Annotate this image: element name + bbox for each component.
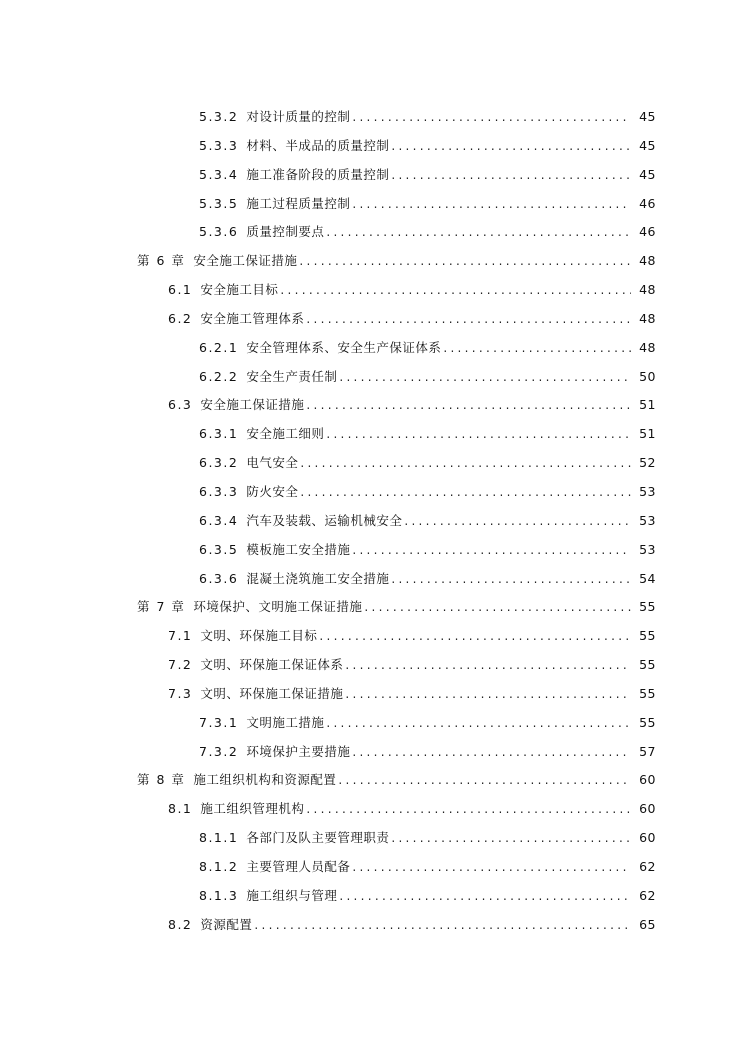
toc-entry[interactable] <box>0 911 744 940</box>
toc-dot-leader <box>300 478 631 507</box>
toc-entry[interactable] <box>0 420 744 449</box>
toc-dot-leader <box>339 882 631 911</box>
toc-entry-title: 施工准备阶段的质量控制 <box>246 166 390 182</box>
toc-entry-title: 施工组织管理机构 <box>200 801 305 817</box>
toc-page-number: 51 <box>639 397 656 413</box>
toc-entry-number: 6.3.3 <box>199 483 239 499</box>
toc-dot-leader <box>306 391 631 420</box>
toc-dot-leader <box>404 507 631 536</box>
toc-dot-leader <box>345 680 631 709</box>
toc-entry[interactable] <box>0 853 744 882</box>
toc-page-number: 46 <box>639 195 656 211</box>
toc-entry[interactable] <box>0 795 744 824</box>
toc-dot-leader <box>300 449 631 478</box>
toc-dot-leader <box>339 363 631 392</box>
toc-entry-number: 5.3.4 <box>199 166 239 182</box>
toc-entry[interactable] <box>0 680 744 709</box>
toc-entry[interactable] <box>0 622 744 651</box>
toc-entry-number: 6.3.4 <box>199 512 239 528</box>
toc-entry[interactable] <box>0 161 744 190</box>
toc-entry-title: 质量控制要点 <box>246 224 325 240</box>
toc-dot-leader <box>299 247 631 276</box>
toc-page-number: 62 <box>639 887 656 903</box>
toc-dot-leader <box>391 132 631 161</box>
toc-entry-number: 7.2 <box>168 657 193 673</box>
toc-page-number: 60 <box>639 801 656 817</box>
toc-dot-leader <box>254 911 631 940</box>
toc-page-number: 55 <box>639 628 656 644</box>
toc-entry-number: 6.3.1 <box>199 426 239 442</box>
toc-entry-number: 7.3.1 <box>199 714 239 730</box>
toc-dot-leader <box>319 622 631 651</box>
toc-entry-number: 8.1.3 <box>199 887 239 903</box>
toc-dot-leader <box>352 536 631 565</box>
toc-dot-leader <box>364 593 631 622</box>
toc-page-number: 48 <box>639 310 656 326</box>
toc-entry-number: 8.1 <box>168 801 193 817</box>
toc-page-number: 45 <box>639 137 656 153</box>
toc-entry[interactable] <box>0 709 744 738</box>
toc-entry-title: 施工过程质量控制 <box>246 195 351 211</box>
toc-entry-title: 安全施工保证措施 <box>193 253 298 269</box>
toc-entry-number: 第 8 章 <box>137 772 186 788</box>
toc-dot-leader <box>391 824 631 853</box>
toc-entry[interactable] <box>0 132 744 161</box>
toc-entry-number: 5.3.6 <box>199 224 239 240</box>
toc-entry[interactable] <box>0 391 744 420</box>
toc-entry-title: 资源配置 <box>200 916 253 932</box>
toc-entry[interactable] <box>0 766 744 795</box>
toc-page-number: 57 <box>639 743 656 759</box>
toc-page-number: 60 <box>639 830 656 846</box>
toc-page-number: 55 <box>639 685 656 701</box>
toc-entry[interactable] <box>0 449 744 478</box>
toc-page-number: 50 <box>639 368 656 384</box>
toc-page-number: 65 <box>639 916 656 932</box>
toc-page-number: 52 <box>639 455 656 471</box>
toc-entry-title: 混凝土浇筑施工安全措施 <box>246 570 390 586</box>
toc-entry-title: 安全施工保证措施 <box>200 397 305 413</box>
toc-entry-title: 施工组织与管理 <box>246 887 338 903</box>
toc-entry-number: 8.1.2 <box>199 858 239 874</box>
toc-dot-leader <box>280 276 631 305</box>
toc-dot-leader <box>391 565 631 594</box>
toc-page-number: 48 <box>639 339 656 355</box>
toc-page-number: 48 <box>639 253 656 269</box>
toc-entry[interactable] <box>0 305 744 334</box>
toc-entry[interactable] <box>0 593 744 622</box>
toc-entry-number: 第 7 章 <box>137 599 186 615</box>
toc-entry-title: 施工组织机构和资源配置 <box>193 772 337 788</box>
toc-page-number: 53 <box>639 483 656 499</box>
toc-page-number: 62 <box>639 858 656 874</box>
table-of-contents <box>0 103 744 939</box>
toc-entry-number: 6.2.2 <box>199 368 239 384</box>
toc-entry[interactable] <box>0 218 744 247</box>
toc-entry-number: 6.2.1 <box>199 339 239 355</box>
toc-entry-title: 安全施工管理体系 <box>200 310 305 326</box>
toc-entry-title: 安全施工目标 <box>200 282 279 298</box>
toc-entry-title: 电气安全 <box>246 455 299 471</box>
toc-page-number: 55 <box>639 599 656 615</box>
toc-dot-leader <box>345 651 631 680</box>
toc-page-number: 60 <box>639 772 656 788</box>
toc-dot-leader <box>326 709 631 738</box>
toc-entry-number: 7.3.2 <box>199 743 239 759</box>
toc-dot-leader <box>443 334 631 363</box>
toc-entry-title: 文明、环保施工目标 <box>200 628 318 644</box>
toc-entry[interactable] <box>0 536 744 565</box>
toc-dot-leader <box>391 161 631 190</box>
toc-entry-title: 文明施工措施 <box>246 714 325 730</box>
toc-entry-number: 8.2 <box>168 916 193 932</box>
toc-dot-leader <box>352 103 631 132</box>
toc-dot-leader <box>306 795 631 824</box>
toc-entry-title: 防火安全 <box>246 483 299 499</box>
toc-dot-leader <box>306 305 631 334</box>
toc-entry-title: 文明、环保施工保证措施 <box>200 685 344 701</box>
toc-entry-number: 5.3.3 <box>199 137 239 153</box>
toc-page-number: 54 <box>639 570 656 586</box>
toc-entry[interactable] <box>0 103 744 132</box>
toc-entry[interactable] <box>0 190 744 219</box>
toc-dot-leader <box>352 853 631 882</box>
toc-entry-number: 6.3.5 <box>199 541 239 557</box>
toc-dot-leader <box>326 420 631 449</box>
toc-entry[interactable] <box>0 334 744 363</box>
toc-entry-title: 环境保护主要措施 <box>246 743 351 759</box>
toc-entry-title: 文明、环保施工保证体系 <box>200 657 344 673</box>
toc-entry-number: 7.1 <box>168 628 193 644</box>
toc-page-number: 55 <box>639 657 656 673</box>
toc-entry-title: 材料、半成品的质量控制 <box>246 137 390 153</box>
toc-entry-title: 主要管理人员配备 <box>246 858 351 874</box>
toc-dot-leader <box>338 766 631 795</box>
toc-entry[interactable] <box>0 507 744 536</box>
toc-entry-title: 汽车及装载、运输机械安全 <box>246 512 403 528</box>
toc-entry[interactable] <box>0 247 744 276</box>
toc-entry-number: 6.3.2 <box>199 455 239 471</box>
toc-entry-number: 第 6 章 <box>137 253 186 269</box>
toc-dot-leader <box>352 190 631 219</box>
toc-entry-title: 对设计质量的控制 <box>246 109 351 124</box>
toc-entry-number: 6.2 <box>168 310 193 326</box>
toc-dot-leader <box>326 218 631 247</box>
toc-entry-number: 6.3.6 <box>199 570 239 586</box>
toc-page-number: 45 <box>639 166 656 182</box>
toc-entry[interactable] <box>0 651 744 680</box>
toc-entry-title: 模板施工安全措施 <box>246 541 351 557</box>
toc-entry-number: 6.3 <box>168 397 193 413</box>
toc-entry-title: 安全管理体系、安全生产保证体系 <box>246 339 442 355</box>
toc-page-number: 51 <box>639 426 656 442</box>
toc-entry[interactable] <box>0 363 744 392</box>
toc-entry[interactable] <box>0 478 744 507</box>
toc-entry-number: 7.3 <box>168 685 193 701</box>
toc-entry-number: 6.1 <box>168 282 193 298</box>
toc-entry-title: 各部门及队主要管理职责 <box>246 830 390 846</box>
toc-entry[interactable] <box>0 882 744 911</box>
toc-dot-leader <box>352 738 631 767</box>
toc-entry[interactable] <box>0 565 744 594</box>
toc-entry-number: 5.3.2 <box>199 109 239 124</box>
toc-entry[interactable] <box>0 738 744 767</box>
toc-page-number: 53 <box>639 541 656 557</box>
toc-entry-number: 8.1.1 <box>199 830 239 846</box>
toc-page-number: 55 <box>639 714 656 730</box>
toc-page-number: 46 <box>639 224 656 240</box>
toc-entry-number: 5.3.5 <box>199 195 239 211</box>
toc-page-number: 45 <box>639 109 656 124</box>
toc-entry-title: 安全施工细则 <box>246 426 325 442</box>
toc-entry-title: 环境保护、文明施工保证措施 <box>193 599 363 615</box>
toc-page-number: 53 <box>639 512 656 528</box>
toc-entry[interactable] <box>0 824 744 853</box>
toc-entry-title: 安全生产责任制 <box>246 368 338 384</box>
toc-entry[interactable] <box>0 276 744 305</box>
toc-page-number: 48 <box>639 282 656 298</box>
